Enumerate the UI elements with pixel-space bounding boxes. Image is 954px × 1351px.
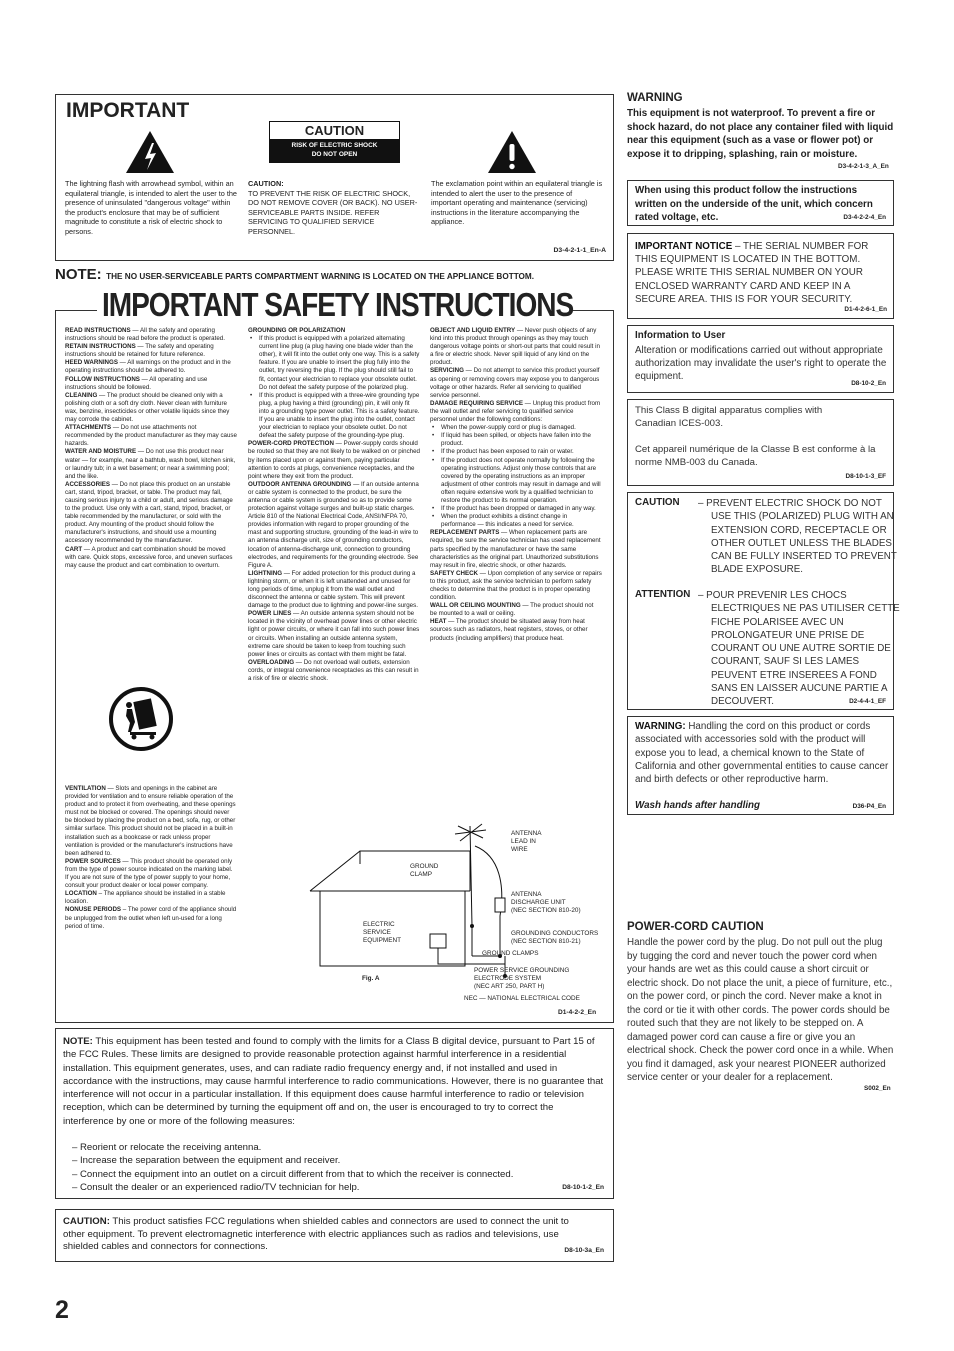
safety-item-text: — This product should be operated only from the type of power source indicated on the marking label. If you are not sure of the type of power supply to your home, consult your product dealer or local power company. xyxy=(65,857,233,890)
fcc-item: – Increase the separation between the equipment and receiver. xyxy=(72,1155,341,1167)
prop65-paragraph xyxy=(635,720,891,786)
safety-item-head: HEAT xyxy=(430,618,447,626)
safety-item xyxy=(65,424,237,448)
safety-item-head: RETAIN INSTRUCTIONS xyxy=(65,343,136,351)
label-clamps: GROUND CLAMPS xyxy=(482,950,539,957)
warning-text: This equipment is not waterproof. To prevent a fire or shock hazard, do not place any container filed with liquid near this equipment (such as a vase or flower pot) or expose it to dripping, splashing, rain or moisture. xyxy=(627,108,894,160)
safety-item xyxy=(430,367,602,399)
safety-item xyxy=(248,570,420,610)
plug-caution-text: – PREVENT ELECTRIC SHOCK DO NOT USE THIS (POLARIZED) PLUG WITH AN EXTENSION CORD, RECEPTACLE OR OTHER OUTLET UNLESS THE BLADES CAN BE FULLY INSERTED TO PREVENT BLADE EXPOSURE. xyxy=(698,498,897,576)
notice-text: – THE SERIAL NUMBER FOR THIS EQUIPMENT IS LOCATED IN THE BOTTOM. PLEASE WRITE THIS SERIAL NUMBER ON YOUR ENCLOSED WARRANTY CARD AND KEEP IN A SECURE AREA. THIS IS FOR YOUR SECURITY. xyxy=(635,241,869,305)
important-code: D3-4-2-1-1_En-A xyxy=(553,247,606,254)
safety-item-text: — An outside antenna system should not be located in the vicinity of overhead power lines or other electric light or power circuits, or where it can fall into such power lines or circuits. When installing an outside antenna system, extreme care should be taken to keep from touching such power lines or circuits as contact with them might be fatal. xyxy=(248,610,420,658)
safety-item-head: SERVICING xyxy=(430,367,464,375)
info-user-box xyxy=(627,325,894,393)
info-head: Information to User xyxy=(635,330,726,341)
cart-tipover-icon xyxy=(108,686,174,752)
prop65-label: WARNING: xyxy=(635,721,686,732)
notice-code: D1-4-2-6-1_En xyxy=(844,306,887,313)
safety-item-head: POWER-CORD PROTECTION xyxy=(248,440,334,448)
safety-item xyxy=(65,858,237,890)
canada-code: D8-10-1-3_EF xyxy=(845,473,886,480)
canada-box xyxy=(627,399,894,486)
safety-item-text: — For added protection for this product during a lightning storm, or when it is left unattended and unused for long periods of time, unplug it from the wall outlet and disconnect the antenna or cable system. This will prevent damage to the product due to lightning and power-line surges. xyxy=(248,569,418,610)
safety-item-head: HEED WARNINGS xyxy=(65,359,118,367)
label-antenna-lead: ANTENNA LEAD IN WIRE xyxy=(511,830,542,853)
safety-item-head: SAFETY CHECK xyxy=(430,569,479,577)
caution-head: CAUTION: xyxy=(248,179,284,188)
caution-text-block xyxy=(248,179,420,237)
safety-title-rule-right xyxy=(570,310,614,311)
safety-item xyxy=(65,906,237,930)
safety-item-text: — Upon completion of any service or repairs to this product, ask the service technician to perform safety checks to determine that the product is in proper operating condition. xyxy=(430,569,602,602)
warning-code: D3-4-2-1-3_A_En xyxy=(838,163,889,170)
figure-labels xyxy=(300,816,612,1002)
canada-fr: Cet appareil numérique de la Classe B est conforme à la norme NMB-003 du Canada. xyxy=(635,444,876,469)
prop65-wash: Wash hands after handling xyxy=(635,800,761,811)
fcc-note-list xyxy=(72,1141,612,1194)
safety-item xyxy=(65,785,237,858)
note-bar-text: THE NO USER-SERVICEABLE PARTS COMPARTMENT WARNING IS LOCATED ON THE APPLIANCE BOTTOM. xyxy=(106,272,535,281)
safety-item-head: DAMAGE REQUIRING SERVICE xyxy=(430,399,524,407)
important-notice-box xyxy=(627,233,894,319)
safety-col3 xyxy=(430,327,602,643)
safety-item-head: OVERLOADING xyxy=(248,658,295,666)
safety-item xyxy=(430,400,602,424)
warning-head: WARNING xyxy=(627,92,683,104)
safety-item-head: REPLACEMENT PARTS xyxy=(430,529,500,537)
safety-col1 xyxy=(65,327,237,570)
safety-item xyxy=(65,327,237,343)
safety-item xyxy=(65,392,237,424)
safety-item-text: — If an outside antenna or cable system is connected to the product, be sure the antenna or cable system is grounded so as to provide some protection against voltage surges and built-up static charges. Article 810 of the National Electrical Code, ANSI/NFPA 70, provides information with regard to proper grounding of the mast and supporting structure, grounding of the lead-in wire to an antenna discharge unit, size of grounding conductors, location of antenna-discharge unit, connection to grounding electrodes, and requirements for the grounding electrode. See Figure A. xyxy=(248,480,419,569)
label-fig-a: Fig. A xyxy=(362,975,380,982)
safety-item xyxy=(65,890,237,906)
safety-title-rule-left xyxy=(55,310,97,311)
info-code: D8-10-2_En xyxy=(851,380,886,387)
rated-voltage-box xyxy=(627,180,894,226)
safety-bullet: • When the power-supply cord or plug is damaged. xyxy=(430,424,602,432)
safety-bullet: • If the product does not operate normally by following the operating instructions. Adjust only those controls that are covered by the operating instructions as an improper adjustment of other controls may result in damage and will often require extensive work by a qualified technician to restore the product to its normal operation. xyxy=(430,457,602,506)
safety-bullet: • If the product has been dropped or damaged in any way. xyxy=(430,505,602,513)
safety-item xyxy=(248,610,420,659)
safety-bullet: • When the product exhibits a distinct change in performance — this indicates a need for service. xyxy=(430,513,602,529)
plug-caution-label: CAUTION xyxy=(635,497,680,508)
label-electric: ELECTRIC SERVICE EQUIPMENT xyxy=(363,921,401,944)
safety-item-head: OUTDOOR ANTENNA GROUNDING xyxy=(248,480,352,488)
caution-label: CAUTION xyxy=(304,123,365,138)
safety-item-text: — Do not use this product near water — for example, near a bathtub, wash bowl, kitchen sink, or laundry tub; in a wet basement; or near a swimming pool; and the like. xyxy=(65,448,236,480)
safety-item xyxy=(430,570,602,602)
safety-item-head: WALL OR CEILING MOUNTING xyxy=(430,602,521,610)
safety-item-text: — The product should be cleaned only with a polishing cloth or a soft dry cloth. Never clean with furniture wax, benzine, insecticides or other volatile liquids since they may corrode the cabinet. xyxy=(65,391,230,424)
caution-label-box xyxy=(269,121,400,163)
safety-item-text: — Do not attempt to service this product yourself as opening or removing covers may expose you to dangerous voltage or other hazards. Refer all servicing to qualified service personnel. xyxy=(430,367,600,399)
safety-item xyxy=(430,327,602,367)
safety-item-text: — All operating and use instructions should be followed. xyxy=(65,375,208,391)
lightning-text: The lightning flash with arrowhead symbol, within an equilateral triangle, is intended to alert the user to the presence of uninsulated "dangerous voltage" within the product's enclosure that may be of sufficient magnitude to constitute a risk of electric shock to persons. xyxy=(65,179,237,236)
fcc-item: – Reorient or relocate the receiving antenna. xyxy=(72,1142,262,1153)
safety-code: D1-4-2-2_En xyxy=(558,1009,597,1016)
safety-item-text: – The power cord of the appliance should be unplugged from the outlet when left un-used for a long period of time. xyxy=(65,906,237,930)
safety-item-text: — Power-supply cords should be routed so that they are not likely to be walked on or pinched by items placed upon or against them, paying particular attention to cords at plugs, convenience receptacles, and the point where they exit from the product. xyxy=(248,440,420,480)
fcc-item: – Connect the equipment into an outlet on a circuit different from that to which the receiver is connected. xyxy=(72,1168,514,1180)
safety-item xyxy=(248,659,420,683)
power-cord-head: POWER-CORD CAUTION xyxy=(627,921,764,933)
safety-subhead: GROUNDING OR POLARIZATION xyxy=(248,327,346,334)
safety-item-text: — A product and cart combination should be moved with care. Quick stops, excessive force, and uneven surfaces may cause the product and cart combination to overturn. xyxy=(65,545,233,569)
safety-item-text: — All warnings on the product and in the operating instructions should be adhered to. xyxy=(65,359,231,375)
safety-item-text: – The appliance should be installed in a stable location. xyxy=(65,890,226,906)
notice-paragraph xyxy=(635,240,889,306)
safety-item xyxy=(248,481,420,570)
rated-code: D3-4-2-2-4_En xyxy=(843,214,886,221)
safety-item xyxy=(65,546,237,570)
safety-item-head: FOLLOW INSTRUCTIONS xyxy=(65,375,140,383)
fcc-note-code: D8-10-1-2_En xyxy=(562,1184,604,1191)
plug-attention-text: – POUR PREVENIR LES CHOCS ELECTRIQUES NE PAS UTILISER CETTE FICHE POLARISEE AVEC UN PROLONGATEUR UNE PRISE DE COURANT OU UNE AUTRE SORTIE DE COURANT, SAUF SI LES LAMES PEUVENT ETRE INSEREES A FOND SANS EN LAISSER AUCUNE PARTIE A DECOUVERT. xyxy=(698,590,900,708)
safety-item-head: OBJECT AND LIQUID ENTRY xyxy=(430,327,516,334)
label-nec: NEC — NATIONAL ELECTRICAL CODE xyxy=(464,995,580,1002)
safety-item-head: ACCESSORIES xyxy=(65,480,111,488)
fcc-note-text: This equipment has been tested and found to comply with the limits for a Class B digital device, pursuant to Part 15 of the FCC Rules. These limits are designed to provide reasonable protection against harmful interference in a residential installation. This equipment generates, uses, and can radiate radio frequency energy and, if not installed and used in accordance with the instructions, may cause harmful interference to radio communications. However, there is no guarantee that interference will not occur in a particular installation. If this equipment does cause harmful interference to radio or television reception, which can be determined by turning the equipment off and on, the user is encouraged to try to correct the interference by one or more of the following measures: xyxy=(63,1036,604,1127)
safety-item-head: VENTILATION xyxy=(65,785,106,792)
safety-item xyxy=(430,529,602,569)
safety-bullet: • If liquid has been spilled, or objects have fallen into the product. xyxy=(430,432,602,448)
safety-item xyxy=(430,602,602,618)
safety-col2 xyxy=(248,327,420,683)
fcc-caution-paragraph xyxy=(63,1216,588,1254)
important-title: IMPORTANT xyxy=(66,99,190,122)
safety-item-head: LIGHTNING xyxy=(248,569,283,577)
rated-text: When using this product follow the instructions written on the underside of the unit, which concern rated voltage, etc. xyxy=(635,185,873,224)
safety-item xyxy=(248,440,420,480)
safety-item-head: WATER AND MOISTURE xyxy=(65,448,137,456)
fcc-note-box xyxy=(55,1028,614,1199)
plug-attention-label: ATTENTION xyxy=(635,589,691,600)
fcc-caution-label: CAUTION: xyxy=(63,1216,110,1227)
exclaim-text: The exclamation point within an equilateral triangle is intended to alert the user to the presence of important operating and maintenance (servicing) instructions in the literature accompanying the appliance. xyxy=(431,179,603,227)
safety-item xyxy=(65,448,237,480)
prop65-box xyxy=(627,716,894,815)
plug-caution-code: D2-4-4-1_EF xyxy=(849,698,886,705)
info-text: Alteration or modifications carried out without appropriate authorization may invalidate the user's right to operate the equipment. xyxy=(635,345,887,383)
safety-item-head: READ INSTRUCTIONS xyxy=(65,327,131,334)
safety-item-head: NONUSE PERIODS xyxy=(65,906,122,914)
safety-item-text: — The safety and operating instructions should be retained for future reference. xyxy=(65,343,214,359)
page-number: 2 xyxy=(55,1296,69,1324)
safety-item-text: — Do not overload wall outlets, extension cords, or integral convenience receptacles as this can result in a risk of fire or electric shock. xyxy=(248,658,419,683)
safety-item-text: — The product should not be mounted to a wall or ceiling. xyxy=(430,602,594,618)
safety-item xyxy=(65,481,237,546)
notice-head: IMPORTANT NOTICE xyxy=(635,241,733,252)
note-bar xyxy=(55,266,614,284)
safety-item-head: CLEANING xyxy=(65,391,98,399)
power-cord-code: S002_En xyxy=(864,1085,891,1092)
exclamation-triangle-icon xyxy=(486,129,538,175)
safety-bullet: • If this product is equipped with a polarized alternating current line plug (a plug having one blade wider than the other), it will fit into the outlet only one way. This is a safety feature. If you are unable to insert the plug fully into the outlet, try reversing the plug. If the plug should still fail to fit, contact your electrician to replace your obsolete outlet. Do not defeat the safety purpose of the polarized plug. xyxy=(248,335,420,392)
caution-sub1: RISK OF ELECTRIC SHOCK xyxy=(291,142,378,149)
safety-col1b xyxy=(65,785,237,931)
safety-item-head: POWER LINES xyxy=(248,610,292,618)
fcc-item: – Consult the dealer or an experienced radio/TV technician for help. xyxy=(72,1181,360,1193)
label-discharge: ANTENNA DISCHARGE UNIT (NEC SECTION 810-20) xyxy=(511,891,581,914)
caution-sub2: DO NOT OPEN xyxy=(311,151,358,158)
safety-item-text: — All the safety and operating instructions should be read before the product is operated. xyxy=(65,327,225,343)
label-ground-clamp: GROUND CLAMP xyxy=(410,863,439,878)
safety-item-text: — Never push objects of any kind into this product through openings as they may touch dangerous voltage points or short-out parts that could result in a fire or electric shock. Never spill liquid of any kind on the product. xyxy=(430,327,600,367)
important-box xyxy=(55,94,614,261)
safety-item-text: — Slots and openings in the cabinet are provided for ventilation and to ensure reliable operation of the product and to protect it from overheating, and these openings must not be blocked or covered. The openings should never be blocked by placing the product on a bed, sofa, rug, or other similar surface. This product should not be placed in a built-in installation such as a bookcase or rack unless proper ventilation is provided or the manufacturer's instructions have been adhered to. xyxy=(65,785,236,857)
label-conductors: GROUNDING CONDUCTORS (NEC SECTION 810-21) xyxy=(511,930,599,945)
safety-item xyxy=(65,359,237,375)
fcc-caution-box xyxy=(55,1209,614,1262)
fcc-note-paragraph xyxy=(63,1035,605,1128)
note-bar-label: NOTE: xyxy=(55,266,102,283)
fcc-note-label: NOTE: xyxy=(63,1036,93,1047)
safety-item-head: ATTACHMENTS xyxy=(65,424,112,432)
safety-title: IMPORTANT SAFETY INSTRUCTIONS xyxy=(102,286,574,323)
fcc-caution-text: This product satisfies FCC regulations when shielded cables and connectors are used to connect the unit to other equipment. To prevent electromagnetic interference with electric appliances such as radios and televisions, use shielded cables and connectors for connections. xyxy=(63,1216,569,1253)
safety-item-text: — The product should be situated away from heat sources such as radiators, heat registers, stoves, or other products (including amplifiers) that produce heat. xyxy=(430,618,588,642)
safety-item-text: — Do not use attachments not recommended by the product manufacturer as they may cause hazards. xyxy=(65,424,237,448)
lightning-triangle-icon xyxy=(124,129,176,175)
safety-item-text: — Do not place this product on an unstable cart, stand, tripod, bracket, or table. The product may fall, causing serious injury to a child or adult, and serious damage to the product. Use only with a cart, stand, tripod, bracket, or table recommended by the manufacturer, or sold with the product. Any mounting of the product should follow the manufacturer's instructions, and should use a mounting accessory recommended by the manufacturer. xyxy=(65,480,233,545)
safety-item-text: — When replacement parts are required, be sure the service technician has used replacement parts specified by the manufacturer or have the same characteristics as the original part. Unauthorized substitutions may result in fire, electric shock, or other hazards. xyxy=(430,529,601,569)
canada-en: This Class B digital apparatus complies with Canadian ICES-003. xyxy=(635,405,823,430)
safety-item-head: LOCATION xyxy=(65,890,97,898)
safety-item xyxy=(430,618,602,642)
prop65-code: D36-P4_En xyxy=(852,803,886,810)
safety-item-text: — Unplug this product from the wall outlet and refer servicing to qualified service personnel under the following conditions: xyxy=(430,399,601,424)
fcc-caution-code: D8-10-3a_En xyxy=(564,1247,604,1254)
safety-item xyxy=(65,343,237,359)
plug-caution-box xyxy=(627,492,900,710)
safety-item-head: POWER SOURCES xyxy=(65,857,121,865)
safety-item xyxy=(65,376,237,392)
prop65-text: Handling the cord on this product or cords associated with accessories sold with the product will expose you to lead, a chemical known to the State of California and other governmental entities to cause cancer and birth defects or other reproductive harm. xyxy=(635,721,889,786)
safety-item-head: CART xyxy=(65,545,83,553)
label-power-ground: POWER SERVICE GROUNDING ELECTRODE SYSTEM (NEC ART 250, PART H) xyxy=(474,967,570,990)
caution-text: TO PREVENT THE RISK OF ELECTRIC SHOCK, DO NOT REMOVE COVER (OR BACK). NO USER-SERVICEABLE PARTS INSIDE. REFER SERVICING TO QUALIFIED SERVICE PERSONNEL. xyxy=(248,188,418,236)
power-cord-text: Handle the power cord by the plug. Do not pull out the plug by tugging the cord and never touch the power cord when your hands are wet as this could cause a short circuit or electric shock. Do not place the unit, a piece of furniture, etc., on the power cord, or pinch the cord. Never make a knot in the cord or tie it with other cords. The power cords should be routed such that they are not likely to be stepped on. A damaged power cord can cause a fire or give you an electrical shock. Check the power cord once in a while. When you find it damaged, ask your nearest PIONEER authorized service center or your dealer for a replacement. xyxy=(627,937,894,1083)
safety-bullet: • If this product is equipped with a three-wire grounding type plug, a plug having a third (grounding) pin, it will only fit into a grounding type power outlet. This is a safety feature. If you are unable to insert the plug into the outlet, contact your electrician to replace your obsolete outlet. Do not defeat the safety purpose of the grounding-type plug. xyxy=(248,392,420,441)
safety-bullet: • If the product has been exposed to rain or water. xyxy=(430,448,602,456)
